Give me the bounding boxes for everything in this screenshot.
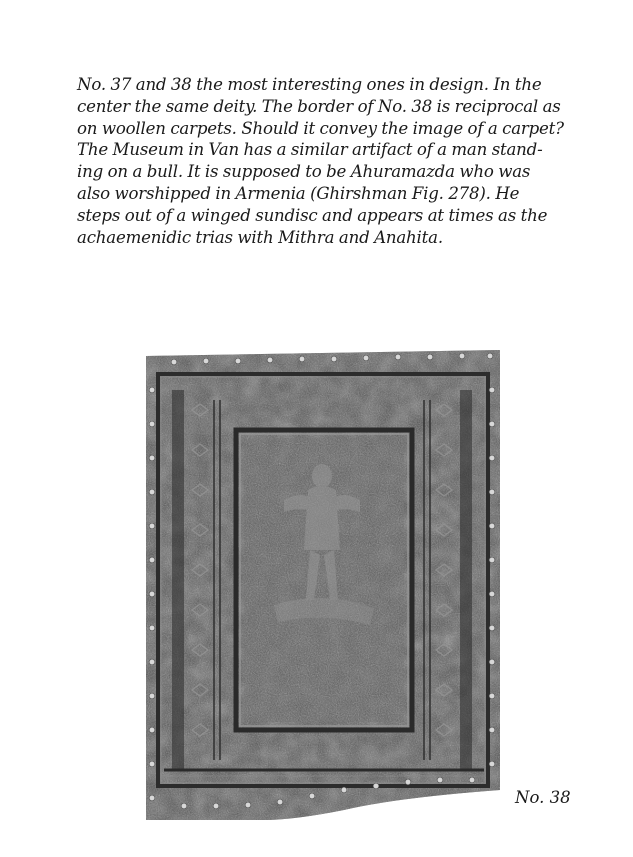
text-line: No. 37 and 38 the most interesting ones in design. In the <box>77 75 542 94</box>
text-line: achaemenidic trias with Mithra and Anahita. <box>77 227 443 247</box>
text-line: on woollen carpets. Should it convey the image of a carpet? <box>77 118 564 138</box>
text-line: The Museum in Van has a similar artifact of a man stand- <box>77 140 543 160</box>
text-line: ing on a bull. It is supposed to be Ahuramazda who was <box>77 162 531 182</box>
bronze-plate-photo <box>144 350 502 820</box>
text-line: steps out of a winged sundisc and appears at times as the <box>77 205 548 225</box>
text-line: center the same deity. The border of No. 38 is reciprocal as <box>77 96 561 116</box>
text-line: also worshipped in Armenia (Ghirshman Fig. 278). He <box>77 183 520 203</box>
body-paragraph <box>77 74 577 248</box>
figure-caption: No. 38 <box>515 788 571 807</box>
